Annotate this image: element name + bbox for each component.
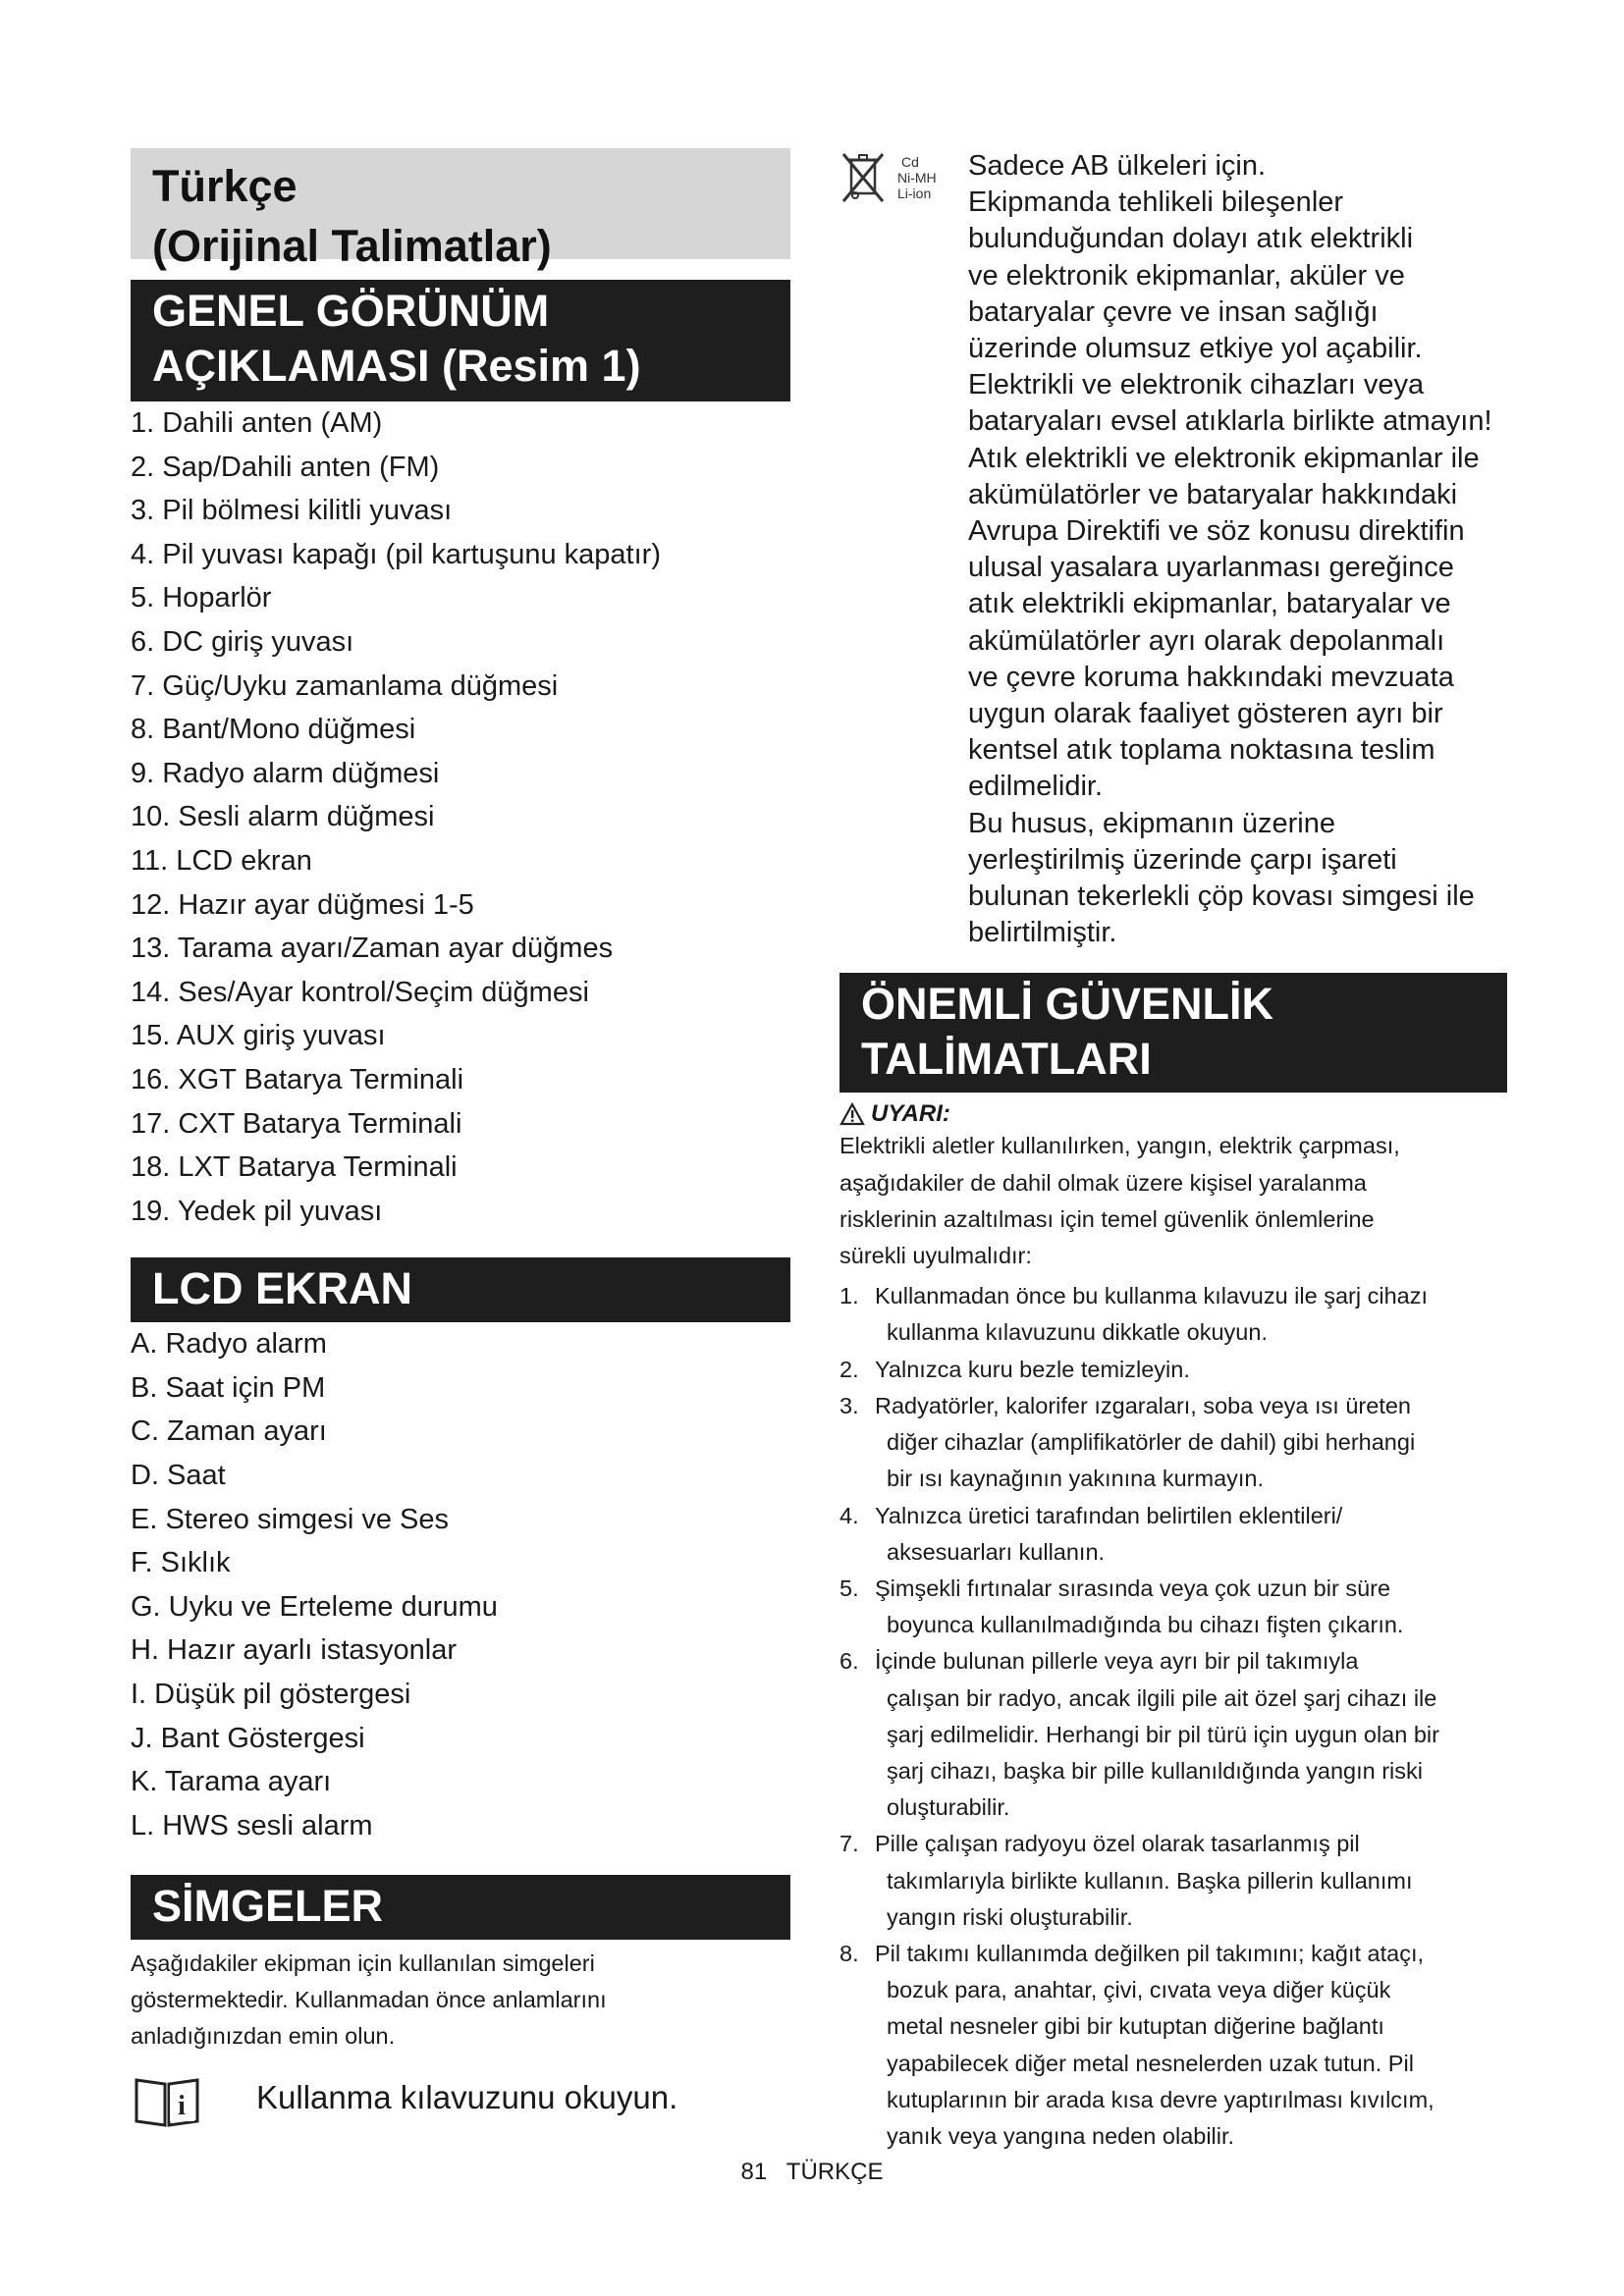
safety-item-line: şarj edilmelidir. Herhangi bir pil türü için uygun olan bir (887, 1721, 1439, 1747)
safety-item-line: kutuplarının bir arada kısa devre yaptırılması kıvılcım, (887, 2086, 1435, 2112)
warning-intro-line: Elektrikli aletler kullanılırken, yangın, elektrik çarpması, (839, 1133, 1400, 1159)
symbol-read-manual-label: Kullanma kılavuzunu okuyun. (256, 2079, 678, 2116)
weee-text-line: uygun olarak faaliyet gösteren ayrı bir (968, 698, 1443, 730)
overview-item: 2. Sap/Dahili anten (FM) (131, 451, 440, 483)
safety-item-line: diğer cihazlar (amplifikatörler de dahil) gibi herhangi (887, 1429, 1416, 1456)
weee-text-line: Ekipmanda tehlikeli bileşenler (968, 187, 1344, 219)
safety-item (839, 1643, 1507, 1826)
right-column (839, 148, 1507, 2155)
warning-intro-line: aşağıdakiler de dahil olmak üzere kişisel yaralanma (839, 1169, 1367, 1196)
overview-item: 7. Güç/Uyku zamanlama düğmesi (131, 669, 559, 702)
warning-line (839, 1100, 1507, 1128)
lcd-item: L. HWS sesli alarm (131, 1809, 373, 1842)
safety-heading-line-1: ÖNEMLİ GÜVENLİK (861, 979, 1274, 1030)
lcd-item: G. Uyku ve Erteleme durumu (131, 1590, 498, 1623)
overview-item: 13. Tarama ayarı/Zaman ayar düğmes (131, 933, 614, 965)
lcd-item: E. Stereo simgesi ve Ses (131, 1503, 449, 1535)
weee-text-line: ve elektronik ekipmanlar, aküler ve (968, 259, 1405, 292)
overview-item: 19. Yedek pil yuvası (131, 1195, 383, 1227)
safety-item-line: çalışan bir radyo, ancak ilgili pile ait özel şarj cihazı ile (887, 1684, 1437, 1711)
lcd-list (131, 1322, 790, 1847)
safety-item-line: bir ısı kaynağının yakınına kurmayın. (887, 1466, 1265, 1492)
lcd-heading (131, 1257, 790, 1322)
safety-item (839, 1388, 1507, 1498)
overview-item: 3. Pil bölmesi kilitli yuvası (131, 495, 453, 527)
safety-item-line: kullanma kılavuzunu dikkatle okuyun. (887, 1319, 1268, 1346)
lcd-item: H. Hazır ayarlı istasyonlar (131, 1634, 457, 1667)
safety-item-number: 1. (839, 1283, 859, 1309)
overview-item: 10. Sesli alarm düğmesi (131, 801, 435, 833)
safety-item-number: 4. (839, 1502, 859, 1528)
weee-label-cd: Cd (901, 154, 919, 170)
safety-item-line: aksesuarları kullanın. (887, 1538, 1106, 1565)
overview-item: 15. AUX giriş yuvası (131, 1020, 386, 1052)
weee-text-line: akümülatörler ve bataryalar hakkındaki (968, 478, 1458, 510)
safety-item-line: Kullanmadan önce bu kullanma kılavuzu ile şarj cihazı (875, 1283, 1429, 1309)
warning-intro-line: risklerinin azaltılması için temel güvenlik önlemlerine (839, 1205, 1375, 1232)
weee-text-line: ve çevre koruma hakkındaki mevzuata (968, 661, 1454, 693)
weee-text-line: bulunan tekerlekli çöp kovası simgesi ile (968, 881, 1475, 913)
overview-item: 14. Ses/Ayar kontrol/Seçim düğmesi (131, 976, 589, 1008)
safety-item-line: Yalnızca üretici tarafından belirtilen eklentileri/ (875, 1502, 1343, 1528)
overview-item: 9. Radyo alarm düğmesi (131, 757, 440, 789)
safety-heading (839, 973, 1507, 1093)
weee-label-liion: Li-ion (897, 186, 932, 201)
symbols-heading (131, 1875, 790, 1940)
safety-item-line: yangın riski oluşturabilir. (887, 1903, 1133, 1930)
safety-item-line: şarj cihazı, başka bir pille kullanıldığında yangın riski (887, 1757, 1423, 1784)
weee-text-line: ulusal yasalara uyarlanması gereğince (968, 552, 1454, 584)
safety-item-line: boyunca kullanılmadığında bu cihazı fişten çıkarın. (887, 1612, 1404, 1638)
weee-text-line: yerleştirilmiş üzerinde çarpı işareti (968, 843, 1397, 876)
weee-text-line: kentsel atık toplama noktasına teslim (968, 734, 1435, 767)
safety-item-line: İçinde bulunan pillerle veya ayrı bir pil takımıyla (875, 1648, 1359, 1675)
safety-heading-line-2: TALİMATLARI (861, 1034, 1152, 1085)
weee-text-line: üzerinde olumsuz etkiye yol açabilir. (968, 333, 1423, 365)
safety-item-line: Şimşekli fırtınalar sırasında veya çok uzun bir süre (875, 1575, 1391, 1601)
weee-text-line: akümülatörler ayrı olarak depolanmalı (968, 624, 1445, 657)
warning-intro (839, 1128, 1507, 1274)
lcd-item: K. Tarama ayarı (131, 1766, 332, 1798)
safety-item (839, 1278, 1507, 1351)
overview-item: 18. LXT Batarya Terminali (131, 1151, 458, 1184)
symbol-read-manual-row (131, 2072, 790, 2123)
safety-item-number: 7. (839, 1831, 859, 1857)
warning-triangle-icon (839, 1102, 865, 1126)
svg-text:i: i (178, 2091, 186, 2122)
safety-item-number: 5. (839, 1575, 859, 1601)
title-line-2: (Orijinal Talimatlar) (152, 221, 552, 271)
safety-item-line: Pille çalışan radyoyu özel olarak tasarlanmış pil (875, 1831, 1360, 1857)
lcd-item: A. Radyo alarm (131, 1328, 327, 1361)
crossed-bin-icon (839, 150, 962, 211)
overview-heading-line-2: AÇIKLAMASI (Resim 1) (152, 341, 641, 391)
warning-intro-line: sürekli uyulmalıdır: (839, 1243, 1032, 1269)
overview-item: 12. Hazır ayar düğmesi 1-5 (131, 888, 474, 921)
warning-label: UYARI: (871, 1100, 950, 1128)
overview-item: 8. Bant/Mono düğmesi (131, 714, 416, 746)
overview-heading-line-1: GENEL GÖRÜNÜM (152, 286, 550, 336)
page-title (131, 148, 790, 271)
page-footer (0, 2159, 1624, 2186)
weee-text-line: belirtilmiştir. (968, 917, 1117, 949)
book-info-icon (133, 2072, 201, 2123)
safety-item-line: Pil takımı kullanımda değilken pil takımını; kağıt ataçı, (875, 1940, 1425, 1966)
overview-heading (131, 280, 790, 401)
safety-item-number: 3. (839, 1392, 859, 1418)
weee-text-line: bataryalar çevre ve insan sağlığı (968, 295, 1379, 328)
lcd-item: B. Saat için PM (131, 1371, 326, 1404)
left-column (131, 148, 790, 2123)
page-number: 81 (740, 2159, 768, 2185)
overview-item: 4. Pil yuvası kapağı (pil kartuşunu kapatır) (131, 538, 661, 570)
safety-item-number: 6. (839, 1648, 859, 1675)
safety-item-line: yanık veya yangına neden olabilir. (887, 2122, 1235, 2149)
safety-item (839, 1571, 1507, 1643)
safety-item-line: takımlarıyla birlikte kullanın. Başka pillerin kullanımı (887, 1867, 1413, 1894)
symbols-heading-text: SİMGELER (152, 1881, 384, 1932)
weee-text-line: bataryaları evsel atıklarla birlikte atmayın! (968, 405, 1492, 438)
weee-text-line: Avrupa Direktifi ve söz konusu direktifin (968, 515, 1465, 548)
safety-item (839, 1498, 1507, 1571)
overview-item: 1. Dahili anten (AM) (131, 407, 383, 439)
overview-list (131, 401, 790, 1233)
safety-item-number: 8. (839, 1940, 859, 1966)
safety-item-line: oluşturabilir. (887, 1794, 1010, 1821)
footer-language: TÜRKÇE (785, 2159, 884, 2185)
weee-text-line: Elektrikli ve elektronik cihazları veya (968, 369, 1425, 401)
weee-text-line: edilmelidir. (968, 771, 1103, 803)
weee-text-line: atık elektrikli ekipmanlar, bataryalar ve (968, 588, 1451, 620)
lcd-item: D. Saat (131, 1460, 226, 1492)
safety-item-line: Radyatörler, kalorifer ızgaraları, soba veya ısı üreten (875, 1392, 1411, 1418)
overview-item: 6. DC giriş yuvası (131, 625, 354, 658)
lcd-item: F. Sıklık (131, 1547, 231, 1579)
lcd-item: I. Düşük pil göstergesi (131, 1679, 411, 1711)
safety-item (839, 1352, 1507, 1388)
overview-item: 16. XGT Batarya Terminali (131, 1063, 464, 1095)
overview-item: 5. Hoparlör (131, 582, 272, 614)
weee-text-line: bulunduğundan dolayı atık elektrikli (968, 223, 1414, 255)
symbols-intro: Aşağıdakiler ekipman için kullanılan simgeleri göstermektedir. Kullanmadan önce anlamlarını anladığınızdan emin olun. (131, 1950, 607, 2050)
safety-item (839, 1826, 1507, 1936)
lcd-item: C. Zaman ayarı (131, 1415, 327, 1448)
safety-item-line: bozuk para, anahtar, çivi, cıvata veya diğer küçük (887, 1977, 1391, 2003)
safety-item-line: metal nesneler gibi bir kutuptan diğerine bağlantı (887, 2013, 1384, 2040)
safety-list (839, 1278, 1507, 2155)
weee-section (839, 148, 1507, 951)
safety-item-line: yapabilecek diğer metal nesnelerden uzak tutun. Pil (887, 2050, 1414, 2076)
title-line-1: Türkçe (152, 161, 298, 211)
weee-text-line: Bu husus, ekipmanın üzerine (968, 807, 1335, 839)
weee-text (968, 148, 1492, 951)
weee-text-line: Sadece AB ülkeleri için. (968, 150, 1267, 182)
overview-item: 17. CXT Batarya Terminali (131, 1107, 462, 1140)
safety-item-line: Yalnızca kuru bezle temizleyin. (875, 1356, 1190, 1382)
overview-item: 11. LCD ekran (131, 844, 312, 877)
weee-label-nimh: Ni-MH (897, 170, 937, 186)
safety-item-number: 2. (839, 1356, 859, 1382)
lcd-heading-text: LCD EKRAN (152, 1263, 412, 1314)
safety-item (839, 1936, 1507, 2155)
weee-text-line: Atık elektrikli ve elektronik ekipmanlar ile (968, 442, 1480, 474)
lcd-item: J. Bant Göstergesi (131, 1722, 365, 1754)
